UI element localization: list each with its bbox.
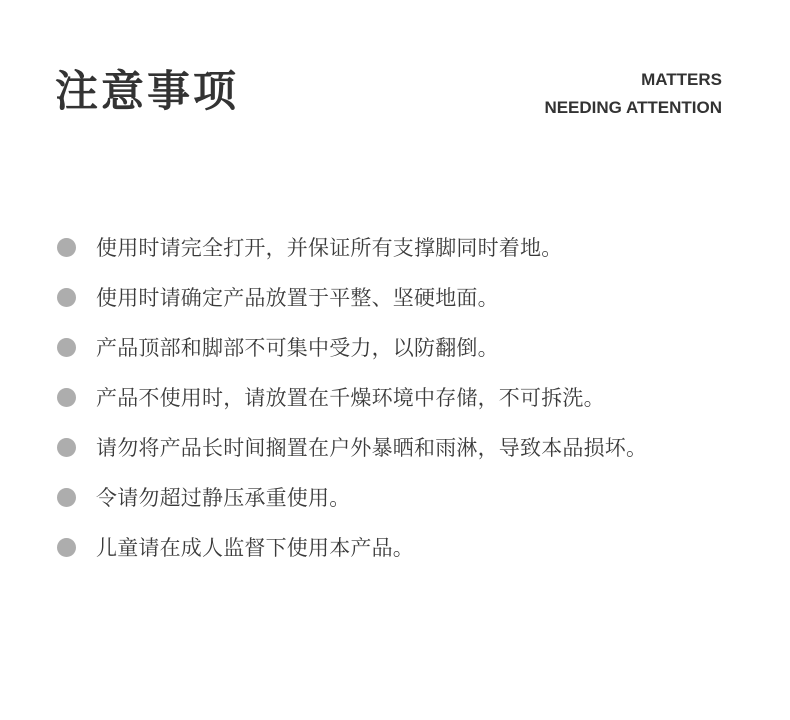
list-item xyxy=(57,472,767,522)
list-item xyxy=(57,422,767,472)
bullet-dot-icon xyxy=(57,488,76,507)
list-item xyxy=(57,372,767,422)
bullet-dot-icon xyxy=(57,288,76,307)
note-text: 产品不使用时，请放置在千燥环境中存储，不可拆洗。 xyxy=(96,386,605,410)
note-text: 请勿将产品长时间搁置在户外暴晒和雨淋，导致本品损坏。 xyxy=(96,436,648,460)
list-item xyxy=(57,272,767,322)
bullet-dot-icon xyxy=(57,388,76,407)
subtitle-line-2: NEEDING ATTENTION xyxy=(544,98,722,117)
page-subtitle-en xyxy=(544,66,722,122)
bullet-dot-icon xyxy=(57,238,76,257)
subtitle-line-1: MATTERS xyxy=(641,70,722,89)
note-text: 使用时请完全打开，并保证所有支撑脚同时着地。 xyxy=(96,236,563,260)
note-text: 产品顶部和脚部不可集中受力，以防翻倒。 xyxy=(96,336,499,360)
list-item xyxy=(57,222,767,272)
notes-list xyxy=(57,222,767,572)
note-text: 使用时请确定产品放置于平整、坚硬地面。 xyxy=(96,286,499,310)
list-item xyxy=(57,522,767,572)
bullet-dot-icon xyxy=(57,438,76,457)
bullet-dot-icon xyxy=(57,338,76,357)
list-item xyxy=(57,322,767,372)
bullet-dot-icon xyxy=(57,538,76,557)
page-title: 注意事项 xyxy=(55,67,239,117)
note-text: 令请勿超过静压承重使用。 xyxy=(96,486,351,510)
note-text: 儿童请在成人监督下使用本产品。 xyxy=(96,536,414,560)
